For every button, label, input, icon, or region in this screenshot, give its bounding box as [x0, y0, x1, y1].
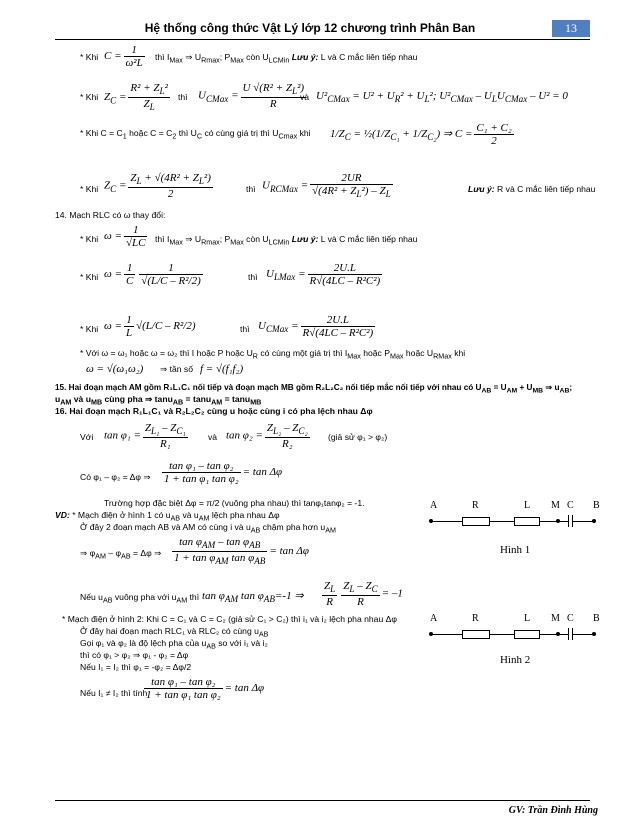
fig1-node-b: [592, 519, 596, 523]
fig2-node-a: [429, 632, 433, 636]
formula-tan-phi2: tan φ₂ = $\frac{Z_{L_2} - Z_{C_2}}{\text{R₂}}$: [226, 422, 308, 451]
line-8: * Với ω = ω₁ hoặc ω = ω₂ thì I hoặc P hoặc $U_R$ có cùng một giá trị thì $I_{Max}$ hoặc $P_{Max}$ hoặc $U_{RMax}$ khi: [80, 348, 466, 361]
line-7: * Khi: [80, 324, 99, 334]
line-5: * Khi: [80, 234, 99, 244]
fig2-label-r: R: [472, 613, 479, 624]
line-12: Trường hợp đặc biệt Δφ = π/2 (vuông pha nhau) thì tanφ₁tanφ₂ = -1.: [104, 498, 365, 508]
fig1-node-a: [429, 519, 433, 523]
formula-c-resonance: C = $\frac{1}{\text{ω²L}}$: [104, 44, 143, 69]
fig2-capacitor: [568, 628, 573, 640]
line-1: * Khi: [80, 52, 99, 62]
section-15-title: 15. Hai đoạn mạch AM gồm R₁L₁C₁ nối tiếp và đoạn mạch MB gồm R₂L₂C₂ nối tiếp mắc nối tiếp với nhau có $U_{AB} = U_{AM} + U_{MB}$ ⇒ $u_{AB}$;: [55, 383, 573, 395]
formula-tan-ab-am: $\tan \varphi_{AM}$ – $\tan \varphi_{AB}$ $1 + \tan \varphi_{AM}$ $\tan \varphi_{AB}$ = tan Δφ: [174, 536, 309, 567]
formula-omega-resonance: ω = $\frac{1}{√LC}$: [104, 224, 146, 249]
fig1-caption: Hình 1: [500, 544, 531, 556]
formula-omega-ulmax: ω = $\frac{1}{C}$ $\frac{1}{\text{√(L/C – R²/2)}}$: [104, 262, 201, 287]
example-line-2: Ở đây 2 đoạn mạch AB và AM có cùng i và $u_{AB}$ chậm pha hơn $u_{AM}$: [80, 522, 336, 535]
line-10-and: và: [208, 432, 218, 442]
line-9-text: ⇒ tần số: [160, 364, 193, 374]
line-4: * Khi: [80, 184, 99, 194]
section-16-title: 16. Hai đoạn mạch R₁L₁C₁ và R₂L₂C₂ cùng u hoặc cùng i có pha lệch nhau Δφ: [55, 406, 373, 416]
example-line-1: VD: * Mạch điện ở hình 1 có $u_{AB}$ và $u_{AM}$ lệch pha nhau Δφ: [55, 510, 280, 523]
fig1-label-r: R: [472, 500, 479, 511]
formula-omega-geometric: ω = √(ω₁ω₂): [86, 363, 144, 375]
formula-tan-delta-phi: $\frac{\text{tan φ₁ – tan φ₂}}{\text{1 + tan φ₁ tan φ₂}}$ = tan Δφ: [164, 460, 283, 485]
line-6: * Khi: [80, 272, 99, 282]
formula-ucmax-squared: $U^2_{CMax} = U^2 + U_R^2 + U_L^2$; $U^2_{CMax} - U_LU_{CMax} - U^2 = 0$: [316, 90, 568, 105]
formula-ucmax: $U_{CMax}$ = $\frac{U √(R^2 + Z_L^2)}{R}$: [198, 82, 305, 111]
figure-2-line-4: thì có φ₁ > φ₂ ⇒ φ₁ - φ₂ = Δφ: [80, 650, 189, 660]
fig2-node-m: [556, 632, 560, 636]
formula-tan-delta-phi-2: $\frac{\text{tan φ₁ – tan φ₂}}{\text{1 + tan φ₁ tan φ₂}}$ = tan Δφ: [146, 676, 265, 701]
formula-zc: $Z_C$ = $\frac{R^2 + Z_L^2}{Z_L}$: [104, 82, 168, 113]
section-14-title: 14. Mạch RLC có ω thay đổi:: [55, 210, 166, 220]
formula-f-geometric: f = √(f₁f₂): [200, 363, 244, 375]
line-4-note: Lưu ý: R và C mắc liên tiếp nhau: [468, 184, 596, 194]
fig1-label-c: C: [567, 500, 574, 511]
figure-2-line-6: Nếu I₁ ≠ I₂ thì tính: [80, 688, 148, 698]
fig1-node-m: [556, 519, 560, 523]
line-6-then: thì: [248, 272, 258, 282]
fig2-label-a: A: [430, 613, 438, 624]
figure-2-line-2: Ở đây hai đoạn mạch RLC₁ và RLC₂ có cùng $u_{AB}$: [80, 626, 269, 639]
fig2-label-m: M: [551, 613, 560, 624]
page-header: [55, 20, 590, 38]
fig1-label-a: A: [430, 500, 438, 511]
figure-2-line-5: Nếu I₁ = I₂ thì φ₁ = -φ₂ = Δφ/2: [80, 662, 192, 672]
fig1-inductor: [514, 517, 540, 526]
fig1-label-b: B: [593, 500, 600, 511]
line-2-and: và: [300, 92, 310, 102]
line-7-then: thì: [240, 324, 250, 334]
fig1-label-m: M: [551, 500, 560, 511]
formula-urcmax: $U_{RCMax}$ = $\frac{2UR}{√(4R^2 + Z_L^2) - Z_L}$: [262, 172, 391, 200]
fig2-label-c: C: [567, 613, 574, 624]
formula-zc-rc: $Z_C$ = $\frac{Z_L + √(4R^2 + Z_L^2)}{2}$: [104, 172, 211, 201]
header-divider: [55, 39, 590, 40]
fig2-caption: Hình 2: [500, 654, 531, 666]
line-10-assume: (giả sử φ₁ > φ₂): [328, 432, 388, 442]
formula-tan-phi1: tan φ₁ = $\frac{Z_{L_1} - Z_{C_1}}{\text{R₁}}$: [104, 422, 186, 451]
formula-ucmax-omega: $U_{CMax}$ = $\frac{2U.L}{\text{R√(4LC – R²C²)}}$: [258, 314, 374, 339]
fig2-resistor: [462, 630, 490, 639]
fig1-label-l: L: [524, 500, 531, 511]
fig1-capacitor: [568, 515, 573, 527]
footer-divider: [55, 800, 590, 801]
line-1-text: thì $I_{Max}$ ⇒ $U_{Rmax}$; $P_{Max}$ còn $U_{LCMin}$ Lưu ý: L và C mắc liên tiếp nhau: [155, 52, 418, 65]
fig2-label-b: B: [593, 613, 600, 624]
example-line-3: ⇒ $\varphi_{AM} - \varphi_{AB} = \Delta\varphi$ ⇒: [80, 548, 162, 561]
fig2-node-b: [592, 632, 596, 636]
figure-2-line-1: * Mạch điện ở hình 2: Khi C = C₁ và C = C₂ (giả sử C₁ > C₂) thì i₁ và i₂ lệch pha nhau Δφ: [62, 614, 397, 624]
formula-ulmax: $U_{LMax}$ = $\frac{2U.L}{\text{R√(4LC – R²C²)}}$: [266, 262, 381, 287]
line-10: Với: [80, 432, 94, 442]
line-2-then: thì: [178, 92, 188, 102]
section-15-line-2: $u_{AM}$ và $u_{MB}$ cùng pha ⇒ tanu$_{AB}$ = tanu$_{AM}$ = tanu$_{MB}$: [55, 394, 262, 407]
page-number: 13: [552, 20, 590, 37]
line-3: * Khi $C = C_1$ hoặc $C = C_2$ thì $U_C$ có cùng giá trị thì $U_{Cmax}$ khi: [80, 128, 311, 141]
line-2: * Khi: [80, 92, 99, 102]
formula-z-ratio: $\frac{Z_L}{R}$ $\frac{Z_L - Z_C}{R}$ = –1: [324, 580, 403, 609]
fig2-label-l: L: [524, 613, 531, 624]
header-title: Hệ thống công thức Vật Lý lớp 12 chương trình Phân Ban: [144, 21, 476, 35]
line-5-text: thì $I_{Max}$ ⇒ $U_{Rmax}$; $P_{Max}$ còn $U_{LCMin}$ Lưu ý: L và C mắc liên tiếp nhau: [155, 234, 418, 247]
fig2-inductor: [514, 630, 540, 639]
example-line-4: Nếu $u_{AB}$ vuông pha với $u_{AM}$ thì: [80, 592, 200, 605]
formula-c-average: $1/Z_C$ = $\frac{1}{2}(1/Z_{C_1} + 1/Z_{C_2})$ ⇒ C = $\frac{\text{C₁ + C₂}}{2}$: [330, 122, 512, 147]
figure-2-line-3: Gọi φ₁ và φ₂ là độ lệch pha của $u_{AB}$ so với i₁ và i₂: [80, 638, 268, 651]
formula-omega-ucmax: ω = $\frac{1}{L}$ √(L/C – R²/2): [104, 314, 196, 339]
line-11: Có φ₁ – φ₂ = Δφ ⇒: [80, 472, 151, 482]
line-4-then: thì: [246, 184, 256, 194]
footer-author: GV: Trần Đình Hùng: [508, 805, 598, 816]
fig1-resistor: [462, 517, 490, 526]
formula-tan-product: $\tan \varphi_{AM}$ $\tan \varphi_{AB}=-1$ ⇒: [202, 590, 304, 605]
